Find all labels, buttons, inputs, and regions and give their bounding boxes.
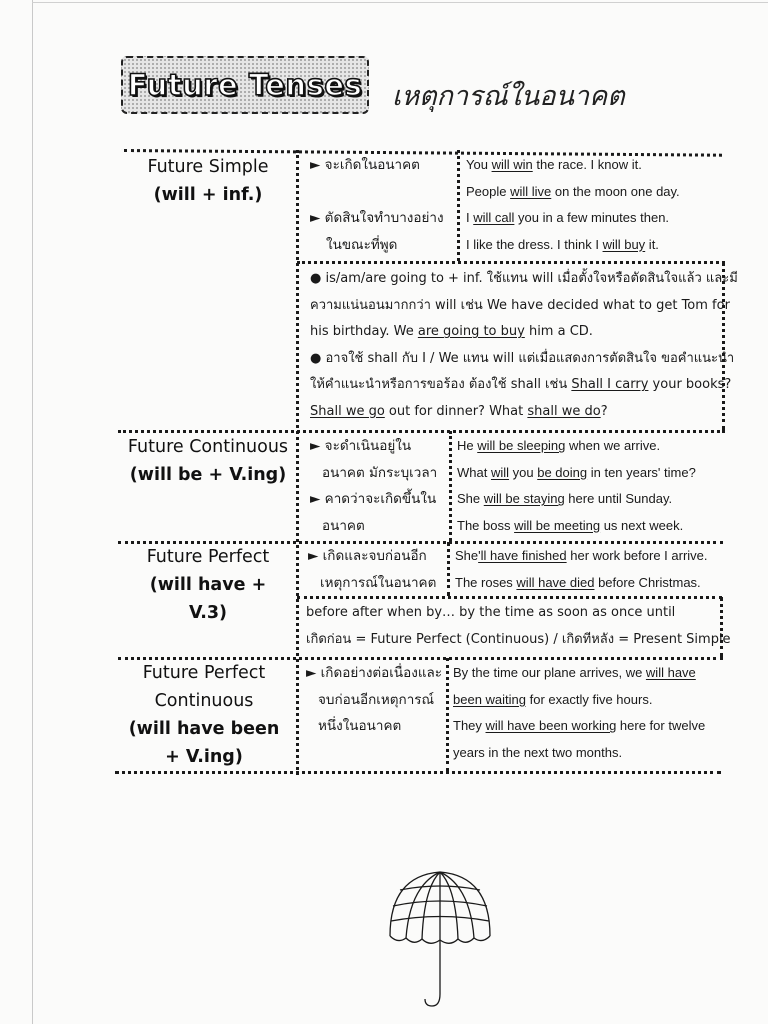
text-segment: us next week. <box>600 517 684 533</box>
text-segment: I <box>466 210 474 225</box>
highlighted-verb: 'll have finished <box>478 548 567 563</box>
text-segment: here for twelve <box>616 718 706 733</box>
text-segment: People <box>466 183 511 199</box>
text-line <box>466 179 680 206</box>
tense-formula: (will have + V.3) <box>149 575 267 623</box>
usage-line: ในขณะที่พูด <box>326 236 398 253</box>
notes-future-perfect <box>306 600 731 653</box>
usage-line: ► เกิดและจบก่อนอีก <box>308 548 427 564</box>
text-segment: You <box>466 157 492 172</box>
text-segment: เกิดก่อน = Future Perfect (Continuous) / เกิดทีหลัง = Present Simple <box>306 631 731 647</box>
text-line <box>306 627 731 654</box>
highlighted-verb: Shall we go <box>310 403 385 419</box>
text-segment: ? <box>600 403 608 419</box>
column-divider-simple <box>457 150 460 261</box>
tense-name: Future Perfect <box>146 547 270 567</box>
text-segment: out for dinner? What <box>384 403 528 419</box>
highlighted-verb: will call <box>473 210 515 225</box>
text-line <box>457 486 696 513</box>
text-segment: The boss <box>457 517 515 533</box>
highlighted-verb: will be staying <box>483 491 565 506</box>
text-segment: in ten years' time? <box>587 464 696 480</box>
text-segment: his birthday. We <box>310 324 418 339</box>
text-segment: for exactly five hours. <box>526 691 653 707</box>
text-line <box>466 152 680 179</box>
highlighted-verb: will be meeting <box>514 517 601 533</box>
tense-name: Future Continuous <box>127 437 289 457</box>
notes-future-simple <box>310 266 738 425</box>
page-top-edge <box>32 2 768 3</box>
highlighted-verb: will be sleeping <box>477 438 566 453</box>
text-segment: your books? <box>648 377 732 392</box>
text-segment: They <box>453 718 486 733</box>
text-line <box>466 232 680 259</box>
usage-future-perfect <box>308 543 436 596</box>
tense-formula: (will + inf.) <box>153 185 263 205</box>
usage-line: อนาคต <box>322 517 365 534</box>
usage-line: ► จะดำเนินอยู่ใน <box>310 438 412 454</box>
page-title: Future Tenses <box>127 68 363 102</box>
text-segment: She <box>455 548 479 563</box>
highlighted-verb: will have died <box>516 574 595 590</box>
text-segment: before after when by… by the time as soon as once until <box>306 605 676 620</box>
text-segment: years in the next two months. <box>453 744 623 760</box>
text-segment: ความแน่นอนมากกว่า will เช่น We have decided what to get Tom for <box>310 297 730 313</box>
tense-formula: (will have been <box>128 719 280 739</box>
highlighted-verb: will buy <box>602 236 646 252</box>
highlighted-verb: Shall I carry <box>571 377 649 392</box>
text-segment: it. <box>645 236 659 252</box>
text-segment: ให้คำแนะนำหรือการขอร้อง ต้องใช้ shall เช่น <box>310 377 572 392</box>
highlighted-verb: be doing <box>537 464 588 480</box>
tense-formula: (will be + V.ing) <box>129 465 287 485</box>
column-divider-name <box>296 150 299 775</box>
text-segment: you <box>509 464 538 480</box>
examples-future-perfect <box>455 543 708 596</box>
highlighted-verb: will have <box>645 665 696 680</box>
usage-future-continuous <box>310 433 437 539</box>
usage-line: จบก่อนอีกเหตุการณ์ <box>318 691 435 708</box>
divider-perfect-notes <box>297 596 722 599</box>
examples-future-continuous <box>457 433 696 539</box>
text-line <box>310 399 738 426</box>
highlighted-verb: shall we do <box>527 403 601 419</box>
tense-future-perfect <box>128 543 288 627</box>
text-line <box>455 543 708 570</box>
examples-future-perfect-continuous <box>453 660 705 766</box>
divider-bottom <box>115 771 721 774</box>
title-box <box>121 56 369 114</box>
tense-formula-cont: + V.ing) <box>165 747 243 767</box>
text-segment: on the moon one day. <box>551 183 680 199</box>
tense-name: Future Simple <box>147 157 269 177</box>
examples-future-simple <box>466 152 680 258</box>
text-line <box>306 600 731 627</box>
text-line <box>453 713 705 740</box>
text-line <box>310 319 738 346</box>
highlighted-verb: will have been working <box>485 718 617 733</box>
tense-future-simple <box>128 153 288 209</box>
text-line <box>457 513 696 540</box>
text-line <box>457 433 696 460</box>
text-segment: him a CD. <box>524 324 593 339</box>
text-line <box>453 660 705 687</box>
highlighted-verb: will <box>490 464 510 480</box>
usage-line: อนาคต มักระบุเวลา <box>322 464 438 481</box>
text-segment: the race. I know it. <box>532 157 642 172</box>
text-segment: you in a few minutes then. <box>514 210 670 225</box>
text-segment: ● อาจใช้ shall กับ I / We แทน will แต่เมื่อแสดงการตัดสินใจ ขอคำแนะนำ <box>310 350 735 366</box>
usage-line: หนึ่งในอนาคต <box>318 718 402 734</box>
text-segment: By the time our plane arrives, we <box>453 665 646 680</box>
page-title-thai: เหตุการณ์ในอนาคต <box>392 81 625 112</box>
text-segment: here until Sunday. <box>564 491 673 506</box>
text-line <box>457 460 696 487</box>
column-divider-perfect-continuous <box>446 658 449 771</box>
tense-name-cont: Continuous <box>154 691 254 711</box>
text-line <box>453 740 705 767</box>
text-segment: before Christmas. <box>594 574 701 590</box>
usage-future-simple <box>310 152 444 258</box>
usage-line: ► ตัดสินใจทำบางอย่าง <box>310 210 444 226</box>
text-line <box>310 266 738 293</box>
tense-name: Future Perfect <box>142 663 266 683</box>
text-line <box>310 293 738 320</box>
highlighted-verb: will live <box>510 183 552 199</box>
usage-line: ► เกิดอย่างต่อเนื่องและ <box>306 665 443 681</box>
text-segment: ● is/am/are going to + inf. ใช้แทน will เมื่อตั้งใจหรือตัดสินใจแล้ว และมี <box>310 271 738 286</box>
text-segment: She <box>457 491 484 506</box>
page-edge <box>32 0 33 1024</box>
text-line <box>310 372 738 399</box>
text-segment: The roses <box>455 574 517 590</box>
tense-future-continuous <box>122 433 294 489</box>
highlighted-verb: will win <box>491 157 533 172</box>
text-line <box>453 687 705 714</box>
text-segment: What <box>457 464 491 480</box>
usage-future-perfect-continuous <box>306 660 442 740</box>
text-line <box>310 346 738 373</box>
text-line <box>466 205 680 232</box>
text-segment: He <box>457 438 478 453</box>
column-divider-continuous <box>449 431 452 541</box>
tense-future-perfect-continuous <box>118 659 290 771</box>
umbrella-illustration <box>380 866 500 1016</box>
text-segment: when we arrive. <box>565 438 661 453</box>
column-divider-perfect <box>447 542 450 596</box>
text-segment: her work before I arrive. <box>566 548 708 563</box>
highlighted-verb: are going to buy <box>417 324 525 339</box>
usage-line: ► จะเกิดในอนาคต <box>310 157 420 173</box>
text-line <box>455 570 708 597</box>
divider-simple-notes <box>297 261 725 264</box>
usage-line: เหตุการณ์ในอนาคต <box>320 574 437 591</box>
highlighted-verb: been waiting <box>453 691 526 707</box>
usage-line: ► คาดว่าจะเกิดขึ้นใน <box>310 491 437 507</box>
text-segment: I like the dress. I think I <box>466 236 603 252</box>
